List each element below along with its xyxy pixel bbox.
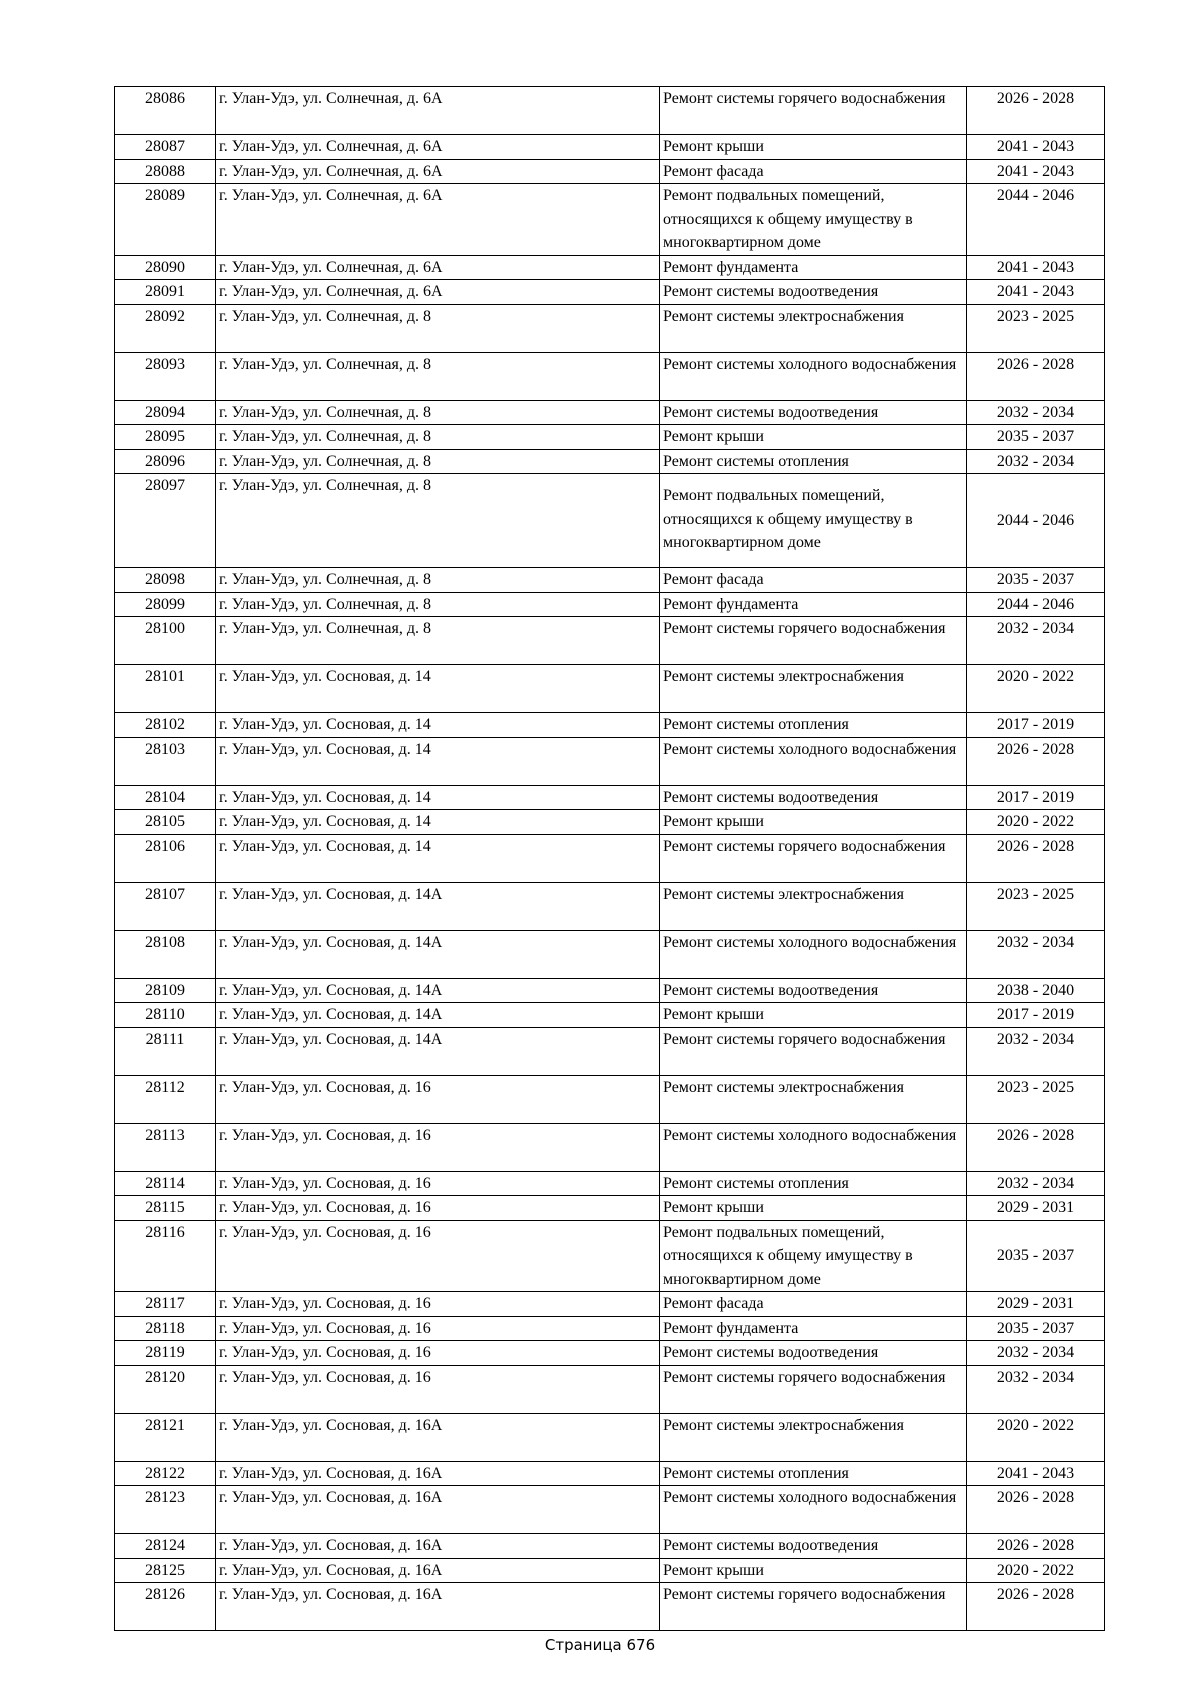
- record-number: 28105: [115, 810, 216, 835]
- work-type-cell: Ремонт крыши: [660, 1196, 967, 1221]
- record-number: 28091: [115, 280, 216, 305]
- table-row: [115, 737, 1105, 785]
- period-cell: 2020 - 2022: [967, 810, 1105, 835]
- work-type-cell: Ремонт крыши: [660, 135, 967, 160]
- record-number: 28123: [115, 1486, 216, 1534]
- table-row: [115, 449, 1105, 474]
- repair-schedule-table: [114, 86, 1105, 1631]
- record-number: 28114: [115, 1171, 216, 1196]
- record-number: 28124: [115, 1534, 216, 1559]
- address-cell: г. Улан-Удэ, ул. Сосновая, д. 16А: [216, 1413, 660, 1461]
- work-type-cell: Ремонт фасада: [660, 568, 967, 593]
- work-type-cell: Ремонт системы водоотведения: [660, 1341, 967, 1366]
- period-cell: 2026 - 2028: [967, 737, 1105, 785]
- record-number: 28086: [115, 87, 216, 135]
- table-row: [115, 882, 1105, 930]
- address-cell: г. Улан-Удэ, ул. Сосновая, д. 16: [216, 1220, 660, 1292]
- work-type-cell: Ремонт системы отопления: [660, 713, 967, 738]
- record-number: 28094: [115, 400, 216, 425]
- work-type-cell: Ремонт подвальных помещений, относящихся к общему имуществу в многоквартирном доме: [660, 1220, 967, 1292]
- record-number: 28112: [115, 1075, 216, 1123]
- address-cell: г. Улан-Удэ, ул. Солнечная, д. 8: [216, 400, 660, 425]
- address-cell: г. Улан-Удэ, ул. Сосновая, д. 14А: [216, 978, 660, 1003]
- period-cell: 2041 - 2043: [967, 255, 1105, 280]
- work-type-cell: Ремонт системы водоотведения: [660, 978, 967, 1003]
- table-row: [115, 1461, 1105, 1486]
- address-cell: г. Улан-Удэ, ул. Сосновая, д. 16А: [216, 1534, 660, 1559]
- address-cell: г. Улан-Удэ, ул. Сосновая, д. 16: [216, 1123, 660, 1171]
- table-row: [115, 1003, 1105, 1028]
- period-cell: 2032 - 2034: [967, 1027, 1105, 1075]
- record-number: 28106: [115, 834, 216, 882]
- table-row: [115, 1341, 1105, 1366]
- address-cell: г. Улан-Удэ, ул. Сосновая, д. 14А: [216, 930, 660, 978]
- address-cell: г. Улан-Удэ, ул. Сосновая, д. 16А: [216, 1486, 660, 1534]
- address-cell: г. Улан-Удэ, ул. Солнечная, д. 6А: [216, 159, 660, 184]
- work-type-cell: Ремонт фундамента: [660, 592, 967, 617]
- address-cell: г. Улан-Удэ, ул. Солнечная, д. 8: [216, 304, 660, 352]
- work-type-cell: Ремонт системы отопления: [660, 1461, 967, 1486]
- table-row: [115, 1486, 1105, 1534]
- table-row: [115, 1220, 1105, 1292]
- address-cell: г. Улан-Удэ, ул. Сосновая, д. 14: [216, 713, 660, 738]
- work-type-cell: Ремонт фасада: [660, 1292, 967, 1317]
- table-row: [115, 592, 1105, 617]
- work-type-cell: Ремонт системы холодного водоснабжения: [660, 352, 967, 400]
- period-cell: 2023 - 2025: [967, 882, 1105, 930]
- period-cell: 2026 - 2028: [967, 1123, 1105, 1171]
- period-cell: 2032 - 2034: [967, 400, 1105, 425]
- work-type-cell: Ремонт крыши: [660, 425, 967, 450]
- address-cell: г. Улан-Удэ, ул. Солнечная, д. 6А: [216, 135, 660, 160]
- table-row: [115, 617, 1105, 665]
- table-row: [115, 304, 1105, 352]
- work-type-cell: Ремонт системы водоотведения: [660, 400, 967, 425]
- work-type-cell: Ремонт подвальных помещений, относящихся к общему имуществу в многоквартирном доме: [660, 184, 967, 256]
- work-type-cell: Ремонт фасада: [660, 159, 967, 184]
- address-cell: г. Улан-Удэ, ул. Сосновая, д. 14: [216, 785, 660, 810]
- period-cell: 2035 - 2037: [967, 425, 1105, 450]
- address-cell: г. Улан-Удэ, ул. Сосновая, д. 14: [216, 810, 660, 835]
- record-number: 28104: [115, 785, 216, 810]
- period-cell: 2032 - 2034: [967, 1341, 1105, 1366]
- work-type-cell: Ремонт системы холодного водоснабжения: [660, 737, 967, 785]
- record-number: 28103: [115, 737, 216, 785]
- work-type-cell: Ремонт крыши: [660, 1003, 967, 1028]
- period-cell: 2035 - 2037: [967, 1316, 1105, 1341]
- record-number: 28113: [115, 1123, 216, 1171]
- period-cell: 2032 - 2034: [967, 1171, 1105, 1196]
- work-type-cell: Ремонт системы электроснабжения: [660, 1075, 967, 1123]
- period-cell: 2032 - 2034: [967, 449, 1105, 474]
- period-cell: 2020 - 2022: [967, 665, 1105, 713]
- table-row: [115, 568, 1105, 593]
- record-number: 28096: [115, 449, 216, 474]
- work-type-cell: Ремонт крыши: [660, 810, 967, 835]
- period-cell: 2032 - 2034: [967, 617, 1105, 665]
- work-type-cell: Ремонт системы отопления: [660, 449, 967, 474]
- period-cell: 2038 - 2040: [967, 978, 1105, 1003]
- address-cell: г. Улан-Удэ, ул. Солнечная, д. 6А: [216, 280, 660, 305]
- address-cell: г. Улан-Удэ, ул. Сосновая, д. 14: [216, 834, 660, 882]
- period-cell: 2041 - 2043: [967, 280, 1105, 305]
- table-row: [115, 1316, 1105, 1341]
- record-number: 28097: [115, 474, 216, 568]
- table-row: [115, 159, 1105, 184]
- table-row: [115, 1534, 1105, 1559]
- period-cell: 2026 - 2028: [967, 1486, 1105, 1534]
- address-cell: г. Улан-Удэ, ул. Сосновая, д. 16А: [216, 1558, 660, 1583]
- work-type-cell: Ремонт системы водоотведения: [660, 1534, 967, 1559]
- address-cell: г. Улан-Удэ, ул. Сосновая, д. 16А: [216, 1461, 660, 1486]
- record-number: 28110: [115, 1003, 216, 1028]
- record-number: 28090: [115, 255, 216, 280]
- record-number: 28116: [115, 1220, 216, 1292]
- table-row: [115, 474, 1105, 568]
- period-cell: 2041 - 2043: [967, 1461, 1105, 1486]
- table-row: [115, 400, 1105, 425]
- address-cell: г. Улан-Удэ, ул. Сосновая, д. 16: [216, 1292, 660, 1317]
- period-cell: 2026 - 2028: [967, 87, 1105, 135]
- period-cell: 2026 - 2028: [967, 1583, 1105, 1631]
- record-number: 28122: [115, 1461, 216, 1486]
- record-number: 28107: [115, 882, 216, 930]
- address-cell: г. Улан-Удэ, ул. Солнечная, д. 8: [216, 425, 660, 450]
- record-number: 28093: [115, 352, 216, 400]
- record-number: 28095: [115, 425, 216, 450]
- work-type-cell: Ремонт системы водоотведения: [660, 280, 967, 305]
- period-cell: 2023 - 2025: [967, 304, 1105, 352]
- period-cell: 2026 - 2028: [967, 834, 1105, 882]
- table-row: [115, 810, 1105, 835]
- period-cell: 2032 - 2034: [967, 930, 1105, 978]
- record-number: 28092: [115, 304, 216, 352]
- work-type-cell: Ремонт системы горячего водоснабжения: [660, 1027, 967, 1075]
- address-cell: г. Улан-Удэ, ул. Сосновая, д. 14А: [216, 882, 660, 930]
- address-cell: г. Улан-Удэ, ул. Сосновая, д. 16: [216, 1075, 660, 1123]
- record-number: 28108: [115, 930, 216, 978]
- table-row: [115, 87, 1105, 135]
- record-number: 28115: [115, 1196, 216, 1221]
- table-row: [115, 834, 1105, 882]
- record-number: 28121: [115, 1413, 216, 1461]
- work-type-cell: Ремонт системы горячего водоснабжения: [660, 1365, 967, 1413]
- table-row: [115, 184, 1105, 256]
- address-cell: г. Улан-Удэ, ул. Солнечная, д. 8: [216, 449, 660, 474]
- work-type-cell: Ремонт системы электроснабжения: [660, 882, 967, 930]
- address-cell: г. Улан-Удэ, ул. Солнечная, д. 6А: [216, 184, 660, 256]
- table-body: [115, 87, 1105, 1631]
- record-number: 28098: [115, 568, 216, 593]
- work-type-cell: Ремонт системы электроснабжения: [660, 1413, 967, 1461]
- table-row: [115, 1413, 1105, 1461]
- address-cell: г. Улан-Удэ, ул. Солнечная, д. 8: [216, 617, 660, 665]
- period-cell: 2044 - 2046: [967, 592, 1105, 617]
- record-number: 28125: [115, 1558, 216, 1583]
- work-type-cell: Ремонт системы горячего водоснабжения: [660, 87, 967, 135]
- work-type-cell: Ремонт системы горячего водоснабжения: [660, 1583, 967, 1631]
- address-cell: г. Улан-Удэ, ул. Солнечная, д. 8: [216, 592, 660, 617]
- work-type-cell: Ремонт подвальных помещений, относящихся к общему имуществу в многоквартирном доме: [660, 474, 967, 568]
- address-cell: г. Улан-Удэ, ул. Сосновая, д. 16: [216, 1365, 660, 1413]
- period-cell: 2026 - 2028: [967, 352, 1105, 400]
- address-cell: г. Улан-Удэ, ул. Сосновая, д. 16: [216, 1341, 660, 1366]
- table-row: [115, 1075, 1105, 1123]
- work-type-cell: Ремонт системы отопления: [660, 1171, 967, 1196]
- table-row: [115, 425, 1105, 450]
- work-type-cell: Ремонт системы горячего водоснабжения: [660, 834, 967, 882]
- work-type-cell: Ремонт системы холодного водоснабжения: [660, 1123, 967, 1171]
- work-type-cell: Ремонт системы холодного водоснабжения: [660, 930, 967, 978]
- record-number: 28087: [115, 135, 216, 160]
- period-cell: 2020 - 2022: [967, 1413, 1105, 1461]
- table-row: [115, 1196, 1105, 1221]
- address-cell: г. Улан-Удэ, ул. Сосновая, д. 16: [216, 1171, 660, 1196]
- period-cell: 2041 - 2043: [967, 159, 1105, 184]
- record-number: 28102: [115, 713, 216, 738]
- record-number: 28120: [115, 1365, 216, 1413]
- table-row: [115, 1583, 1105, 1631]
- record-number: 28088: [115, 159, 216, 184]
- work-type-cell: Ремонт системы холодного водоснабжения: [660, 1486, 967, 1534]
- work-type-cell: Ремонт системы электроснабжения: [660, 304, 967, 352]
- record-number: 28109: [115, 978, 216, 1003]
- record-number: 28117: [115, 1292, 216, 1317]
- page-number: Страница 676: [544, 1636, 656, 1654]
- table-row: [115, 135, 1105, 160]
- address-cell: г. Улан-Удэ, ул. Сосновая, д. 16А: [216, 1583, 660, 1631]
- address-cell: г. Улан-Удэ, ул. Солнечная, д. 8: [216, 474, 660, 568]
- table-row: [115, 352, 1105, 400]
- period-cell: 2020 - 2022: [967, 1558, 1105, 1583]
- table-row: [115, 1558, 1105, 1583]
- table-row: [115, 255, 1105, 280]
- period-cell: 2035 - 2037: [967, 1220, 1105, 1292]
- work-type-cell: Ремонт фундамента: [660, 1316, 967, 1341]
- period-cell: 2017 - 2019: [967, 713, 1105, 738]
- work-type-cell: Ремонт крыши: [660, 1558, 967, 1583]
- address-cell: г. Улан-Удэ, ул. Солнечная, д. 8: [216, 352, 660, 400]
- table-row: [115, 1292, 1105, 1317]
- record-number: 28099: [115, 592, 216, 617]
- period-cell: 2029 - 2031: [967, 1196, 1105, 1221]
- address-cell: г. Улан-Удэ, ул. Солнечная, д. 6А: [216, 255, 660, 280]
- table-row: [115, 280, 1105, 305]
- record-number: 28101: [115, 665, 216, 713]
- period-cell: 2026 - 2028: [967, 1534, 1105, 1559]
- record-number: 28126: [115, 1583, 216, 1631]
- address-cell: г. Улан-Удэ, ул. Солнечная, д. 8: [216, 568, 660, 593]
- period-cell: 2035 - 2037: [967, 568, 1105, 593]
- table-row: [115, 978, 1105, 1003]
- table-row: [115, 1365, 1105, 1413]
- address-cell: г. Улан-Удэ, ул. Солнечная, д. 6А: [216, 87, 660, 135]
- period-cell: 2044 - 2046: [967, 184, 1105, 256]
- work-type-cell: Ремонт фундамента: [660, 255, 967, 280]
- record-number: 28119: [115, 1341, 216, 1366]
- period-cell: 2041 - 2043: [967, 135, 1105, 160]
- address-cell: г. Улан-Удэ, ул. Сосновая, д. 14А: [216, 1027, 660, 1075]
- table-row: [115, 785, 1105, 810]
- period-cell: 2017 - 2019: [967, 785, 1105, 810]
- address-cell: г. Улан-Удэ, ул. Сосновая, д. 14: [216, 665, 660, 713]
- work-type-cell: Ремонт системы водоотведения: [660, 785, 967, 810]
- record-number: 28118: [115, 1316, 216, 1341]
- table-row: [115, 1027, 1105, 1075]
- address-cell: г. Улан-Удэ, ул. Сосновая, д. 16: [216, 1316, 660, 1341]
- period-cell: 2032 - 2034: [967, 1365, 1105, 1413]
- record-number: 28100: [115, 617, 216, 665]
- table-row: [115, 1123, 1105, 1171]
- period-cell: 2029 - 2031: [967, 1292, 1105, 1317]
- record-number: 28089: [115, 184, 216, 256]
- address-cell: г. Улан-Удэ, ул. Сосновая, д. 14: [216, 737, 660, 785]
- period-cell: 2044 - 2046: [967, 474, 1105, 568]
- record-number: 28111: [115, 1027, 216, 1075]
- address-cell: г. Улан-Удэ, ул. Сосновая, д. 16: [216, 1196, 660, 1221]
- work-type-cell: Ремонт системы горячего водоснабжения: [660, 617, 967, 665]
- table-row: [115, 1171, 1105, 1196]
- table-row: [115, 930, 1105, 978]
- address-cell: г. Улан-Удэ, ул. Сосновая, д. 14А: [216, 1003, 660, 1028]
- period-cell: 2023 - 2025: [967, 1075, 1105, 1123]
- table-row: [115, 713, 1105, 738]
- work-type-cell: Ремонт системы электроснабжения: [660, 665, 967, 713]
- period-cell: 2017 - 2019: [967, 1003, 1105, 1028]
- table-row: [115, 665, 1105, 713]
